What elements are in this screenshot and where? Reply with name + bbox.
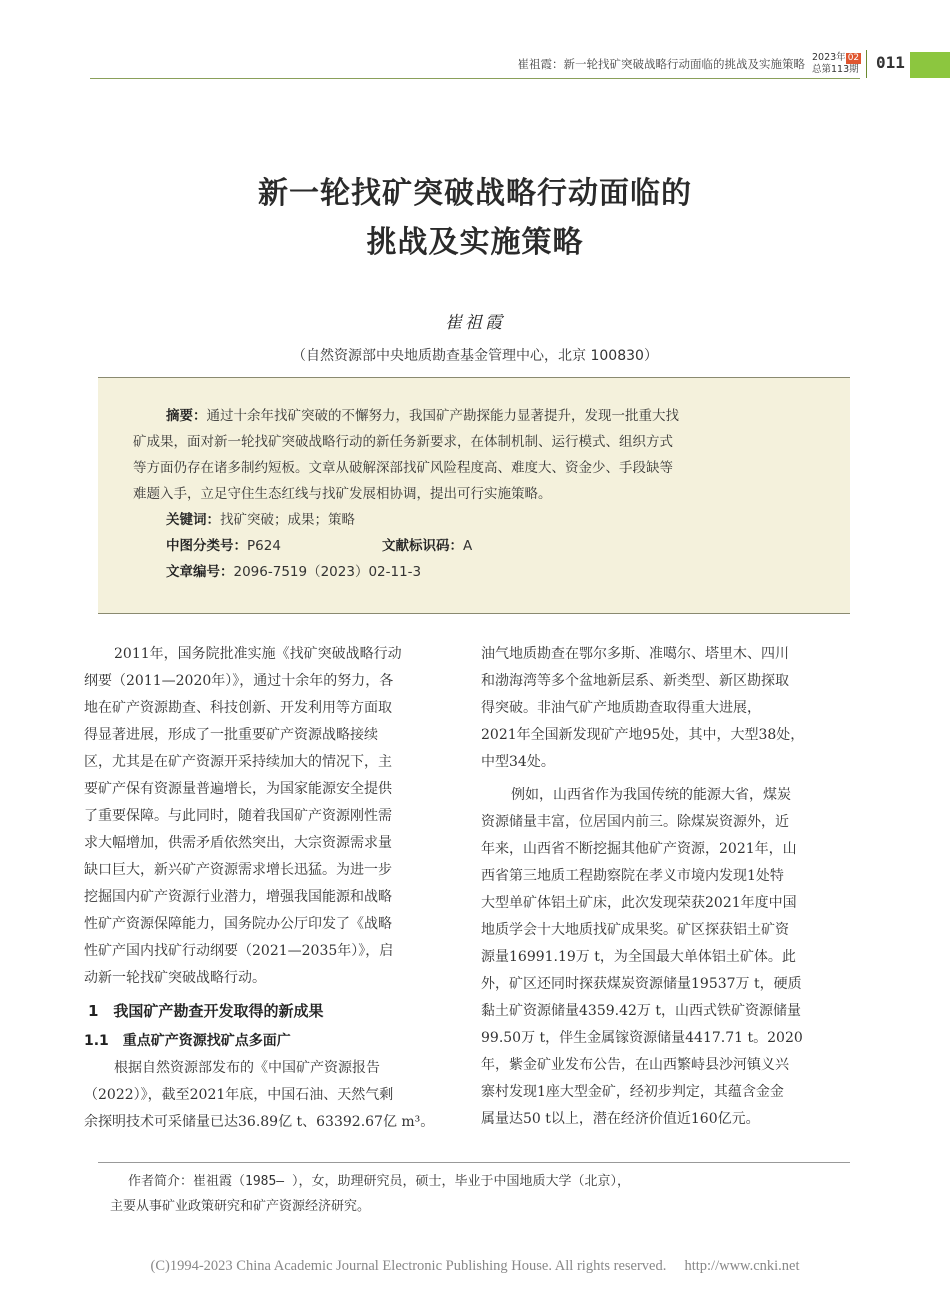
abstract-line: 矿成果，面对新一轮找矿突破战略行动的新任务新要求，在体制机制、运行模式、组织方式 (133, 434, 673, 450)
body-line: 属量达50 t以上，潜在经济价值近160亿元。 (481, 1111, 760, 1127)
author-bio-line-1: 作者简介：崔祖霞（1985— ），女，助理研究员，硕士，毕业于中国地质大学（北京）， (128, 1174, 630, 1189)
header-separator (866, 50, 867, 78)
body-line: 资源储量丰富，位居国内前三。除煤炭资源外，近 (481, 814, 789, 830)
body-line: 油气地质勘查在鄂尔多斯、准噶尔、塔里木、四川 (481, 646, 789, 662)
section-heading-1-1: 1.1 重点矿产资源找矿点多面广 (84, 1033, 291, 1049)
article-no-line (166, 562, 421, 582)
body-line: 源量16991.19万 t，为全国最大单体铝土矿体。此 (481, 949, 796, 965)
keywords: 找矿突破；成果；策略 (220, 512, 355, 528)
doc-code-label: 文献标识码： (382, 538, 463, 554)
issue-number-badge: 02 (847, 53, 860, 63)
clc-label: 中图分类号： (166, 538, 247, 554)
total-issue: 总第113期 (812, 64, 859, 75)
body-line: 得突破。非油气矿产地质勘查取得重大进展， (481, 700, 761, 716)
abstract-line: 难题入手，立足守住生态红线与找矿发展相协调，提出可行实施策略。 (133, 486, 552, 502)
body-line: 地质学会十大地质找矿成果奖。矿区探获铝土矿资 (481, 922, 789, 938)
article-title-line-1: 新一轮找矿突破战略行动面临的 (258, 176, 692, 211)
body-line: 年，紫金矿业发布公告，在山西繁峙县沙河镇义兴 (481, 1057, 789, 1073)
body-line: 中型34处。 (481, 754, 555, 770)
body-line: 西省第三地质工程勘察院在孝义市境内发现1处特 (481, 868, 784, 884)
body-line: 纲要（2011—2020年）》，通过十余年的努力，各 (84, 673, 394, 689)
body-line: 外，矿区还同时探获煤炭资源储量19537万 t，硬质 (481, 976, 802, 992)
issue-year: 2023年 (812, 52, 846, 63)
body-line: 2021年全国新发现矿产地95处，其中，大型38处， (481, 727, 805, 743)
body-line: 和渤海湾等多个盆地新层系、新类型、新区勘探取 (481, 673, 789, 689)
header-rule (90, 78, 860, 79)
running-title: 崔祖霞：新一轮找矿突破战略行动面临的挑战及实施策略 (517, 57, 805, 71)
body-line: 缺口巨大，新兴矿产资源需求增长迅猛。为进一步 (84, 862, 392, 878)
body-line: 余探明技术可采储量已达36.89亿 t、63392.67亿 m³。 (84, 1114, 435, 1130)
header-color-tab (910, 52, 950, 78)
body-line: 地在矿产资源勘查、科技创新、开发利用等方面取 (84, 700, 392, 716)
footnote-rule (98, 1162, 850, 1163)
doc-code: A (463, 538, 473, 554)
abstract-label: 摘要： (166, 408, 207, 424)
body-line: 99.50万 t，伴生金属镓资源储量4417.71 t。2020 (481, 1030, 803, 1046)
article-no: 2096-7519（2023）02-11-3 (233, 564, 422, 580)
clc-line (166, 536, 281, 556)
keywords-label: 关键词： (166, 512, 220, 528)
body-line: 得显著进展，形成了一批重要矿产资源战略接续 (84, 727, 378, 743)
body-line: 要矿产保有资源量普遍增长，为国家能源安全提供 (84, 781, 392, 797)
abstract-line: 等方面仍存在诸多制约短板。文章从破解深部找矿风险程度高、难度大、资金少、手段缺等 (133, 460, 673, 476)
page-number: 011 (876, 53, 905, 72)
article-title-line-2: 挑战及实施策略 (366, 225, 584, 260)
author-affiliation: （自然资源部中央地质勘查基金管理中心，北京 100830） (292, 348, 658, 364)
body-line: 大型单矿体铝土矿床，此次发现荣获2021年度中国 (481, 895, 797, 911)
body-line: 动新一轮找矿突破战略行动。 (84, 970, 266, 986)
author-bio-line-2: 主要从事矿业政策研究和矿产资源经济研究。 (110, 1199, 371, 1214)
copyright-notice: (C)1994-2023 China Academic Journal Electronic Publishing House. All rights reserved. http://www.cnki.net (150, 1258, 800, 1274)
article-no-label: 文章编号： (166, 564, 234, 580)
body-line: 性矿产国内找矿行动纲要（2021—2035年）》，启 (84, 943, 394, 959)
clc-code: P624 (247, 538, 281, 554)
abstract-line (166, 406, 679, 426)
issue-info (812, 52, 864, 76)
body-line: 寨村发现1座大型金矿，经初步判定，其蕴含金金 (481, 1084, 784, 1100)
author-name: 崔祖霞 (445, 313, 505, 333)
body-line: 求大幅增加，供需矛盾依然突出，大宗资源需求量 (84, 835, 392, 851)
body-line: 性矿产资源保障能力，国务院办公厅印发了《战略 (84, 916, 392, 932)
body-line: （2022）》，截至2021年底，中国石油、天然气剩 (84, 1087, 394, 1103)
body-line: 区，尤其是在矿产资源开采持续加大的情况下，主 (84, 754, 392, 770)
body-line: 例如，山西省作为我国传统的能源大省，煤炭 (511, 787, 791, 803)
abstract-text: 通过十余年找矿突破的不懈努力，我国矿产勘探能力显著提升，发现一批重大找 (206, 408, 679, 424)
section-heading-1: 1 我国矿产勘查开发取得的新成果 (88, 1002, 324, 1020)
body-line: 黏土矿资源储量4359.42万 t，山西式铁矿资源储量 (481, 1003, 801, 1019)
body-line: 根据自然资源部发布的《中国矿产资源报告 (114, 1060, 380, 1076)
body-line: 挖掘国内矿产资源行业潜力，增强我国能源和战略 (84, 889, 392, 905)
body-line: 2011年，国务院批准实施《找矿突破战略行动 (114, 646, 402, 662)
keywords-line (166, 510, 355, 530)
body-line: 了重要保障。与此同时，随着我国矿产资源刚性需 (84, 808, 392, 824)
body-line: 年来，山西省不断挖掘其他矿产资源，2021年，山 (481, 841, 797, 857)
doc-code-line (382, 536, 472, 556)
